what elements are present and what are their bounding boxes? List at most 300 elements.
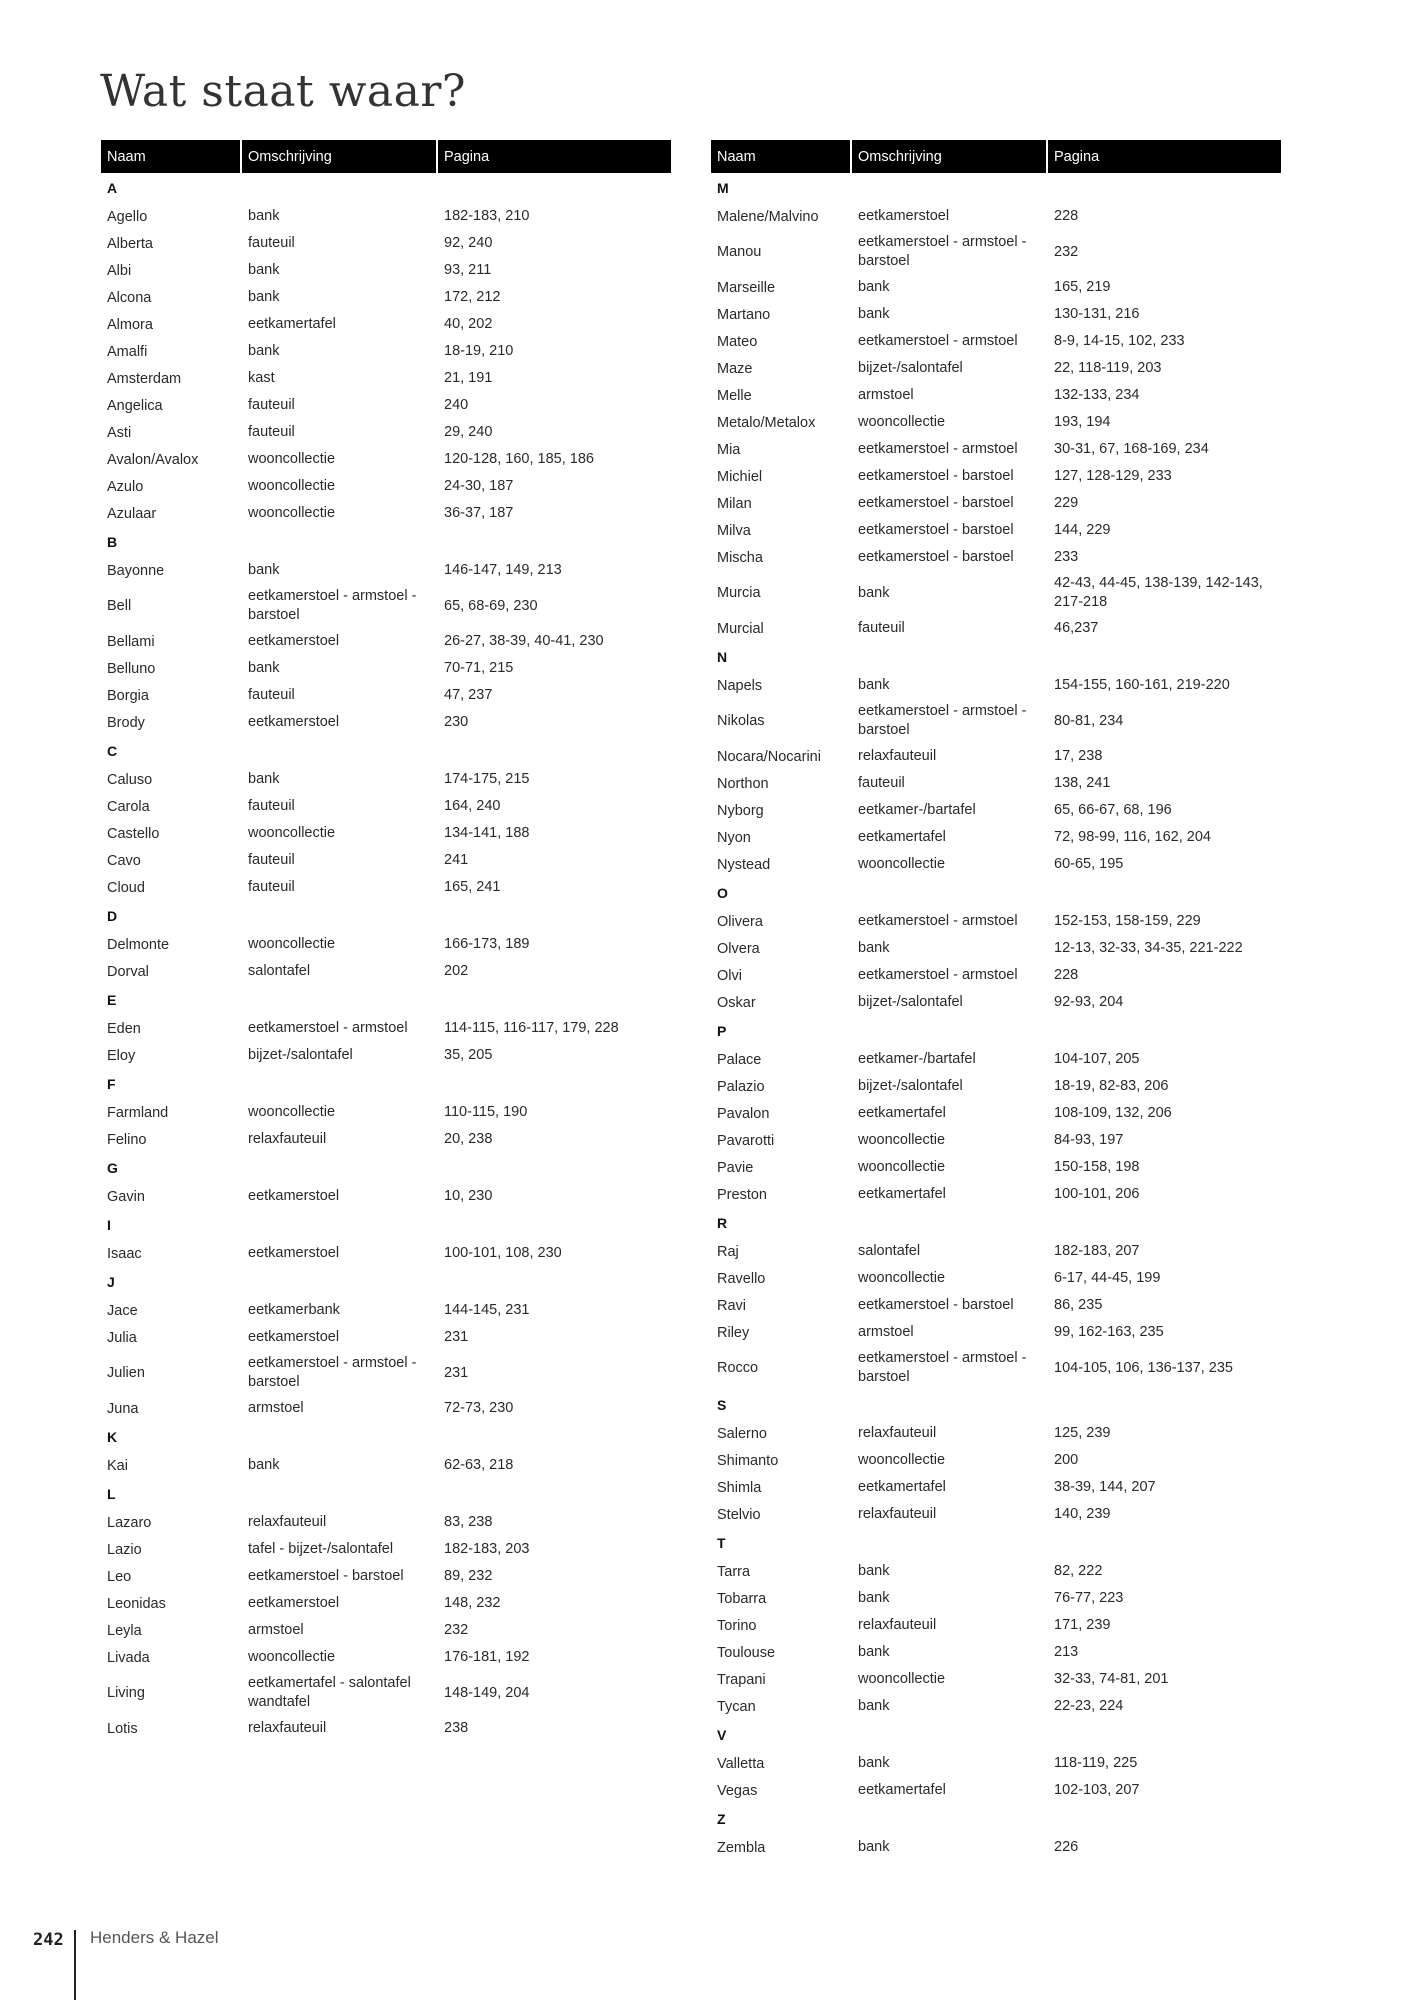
page-reference: 176-181, 192 — [444, 1649, 530, 1665]
product-name: Caluso — [107, 771, 153, 788]
product-description: wooncollectie — [858, 1270, 946, 1286]
page-reference: 229 — [1054, 495, 1079, 511]
product-name: Olivera — [717, 913, 763, 930]
product-name: Nikolas — [717, 713, 765, 729]
header-description: Omschrijving — [852, 140, 1048, 173]
page-reference: 102-103, 207 — [1054, 1782, 1140, 1798]
table-row — [711, 851, 1281, 878]
product-description: armstoel — [858, 387, 914, 403]
product-description: salontafel — [858, 1243, 921, 1259]
product-name: Toulouse — [717, 1644, 776, 1661]
table-row — [101, 1590, 671, 1617]
product-description: relaxfauteuil — [858, 1425, 937, 1441]
table-row — [711, 989, 1281, 1016]
page-reference: 213 — [1054, 1644, 1079, 1660]
page-reference: 47, 237 — [444, 687, 493, 703]
product-description: bank — [248, 562, 280, 578]
page-reference: 65, 66-67, 68, 196 — [1054, 802, 1172, 818]
table-row — [711, 770, 1281, 797]
page-reference: 8-9, 14-15, 102, 233 — [1054, 333, 1185, 349]
product-name: Carola — [107, 798, 150, 815]
product-name: Julien — [107, 1365, 145, 1381]
product-name: Farmland — [107, 1104, 169, 1121]
page-reference: 174-175, 215 — [444, 771, 530, 787]
page-reference: 83, 238 — [444, 1514, 493, 1530]
table-row — [711, 1639, 1281, 1666]
product-name: Bellami — [107, 633, 155, 650]
page-reference: 118-119, 225 — [1054, 1755, 1138, 1771]
product-name: Amalfi — [107, 343, 148, 360]
table-row — [101, 1715, 671, 1742]
page-reference: 30-31, 67, 168-169, 234 — [1054, 441, 1209, 457]
product-name: Bell — [107, 598, 132, 614]
page-reference: 140, 239 — [1054, 1506, 1111, 1522]
page-title: Wat staat waar? — [100, 66, 466, 117]
page-reference: 200 — [1054, 1452, 1079, 1468]
page-reference: 62-63, 218 — [444, 1457, 514, 1473]
page-reference: 144-145, 231 — [444, 1302, 530, 1318]
product-description: bijzet-/salontafel — [858, 360, 963, 376]
header-page: Pagina — [444, 148, 490, 165]
product-description: armstoel — [248, 1400, 304, 1416]
page-reference: 130-131, 216 — [1054, 306, 1140, 322]
product-description: bank — [858, 1644, 890, 1660]
table-header — [101, 140, 671, 173]
product-name: Manou — [717, 244, 762, 260]
table-row — [711, 1585, 1281, 1612]
section-letter: L — [107, 1486, 116, 1502]
page-reference: 20, 238 — [444, 1131, 493, 1147]
product-description: armstoel — [858, 1324, 914, 1340]
product-name: Lazio — [107, 1541, 142, 1558]
product-name: Preston — [717, 1186, 767, 1203]
section-letter: Z — [717, 1811, 726, 1827]
product-name: Shimla — [717, 1479, 762, 1496]
table-row — [101, 655, 671, 682]
table-row — [101, 958, 671, 985]
product-name: Martano — [717, 306, 771, 323]
page-reference: 120-128, 160, 185, 186 — [444, 451, 594, 467]
table-row — [101, 628, 671, 655]
product-description: bank — [248, 289, 280, 305]
product-description: eetkamerstoel — [858, 208, 950, 224]
product-name: Milva — [717, 522, 751, 539]
product-name: Lotis — [107, 1720, 138, 1737]
product-description: bank — [858, 677, 890, 693]
product-name: Leonidas — [107, 1595, 166, 1612]
table-row — [711, 797, 1281, 824]
table-row — [101, 1671, 671, 1715]
table-row — [101, 682, 671, 709]
table-row — [711, 962, 1281, 989]
product-description: fauteuil — [248, 235, 295, 251]
table-row — [101, 820, 671, 847]
product-name: Stelvio — [717, 1506, 761, 1523]
product-name: Delmonte — [107, 936, 170, 953]
product-description: bijzet-/salontafel — [858, 994, 963, 1010]
product-description: salontafel — [248, 963, 311, 979]
page-reference: 92-93, 204 — [1054, 994, 1124, 1010]
table-row — [711, 1834, 1281, 1861]
product-name: Salerno — [717, 1425, 767, 1442]
page-reference: 6-17, 44-45, 199 — [1054, 1270, 1161, 1286]
product-name: Ravello — [717, 1270, 766, 1287]
table-row — [711, 743, 1281, 770]
product-description: eetkamerstoel - armstoel - barstoel — [858, 703, 1027, 738]
table-row — [101, 1617, 671, 1644]
page-reference: 241 — [444, 852, 469, 868]
product-name: Julia — [107, 1329, 137, 1346]
product-description: eetkamerstoel - armstoel - barstoel — [858, 234, 1027, 269]
product-name: Olvi — [717, 967, 742, 984]
product-name: Leyla — [107, 1622, 142, 1639]
index-table-right — [711, 140, 1281, 1861]
product-name: Ravi — [717, 1297, 747, 1314]
product-description: bank — [858, 1590, 890, 1606]
table-row — [101, 793, 671, 820]
table-row — [101, 1452, 671, 1479]
page-reference: 100-101, 108, 230 — [444, 1245, 562, 1261]
product-description: wooncollectie — [248, 1104, 336, 1120]
table-body — [711, 173, 1281, 1861]
product-name: Alberta — [107, 235, 153, 252]
product-description: wooncollectie — [248, 505, 336, 521]
table-row — [101, 1126, 671, 1153]
product-description: fauteuil — [248, 424, 295, 440]
product-name: Vegas — [717, 1782, 758, 1799]
section-letter: T — [717, 1535, 726, 1551]
section-letter: P — [717, 1023, 727, 1039]
product-name: Pavalon — [717, 1105, 770, 1122]
product-description: eetkamerstoel - armstoel — [858, 913, 1018, 929]
product-description: eetkamertafel - salontafel wandtafel — [248, 1675, 411, 1710]
table-row — [711, 301, 1281, 328]
page-reference: 232 — [444, 1622, 469, 1638]
page-reference: 22, 118-119, 203 — [1054, 360, 1162, 376]
table-row — [711, 409, 1281, 436]
page-reference: 228 — [1054, 208, 1079, 224]
footer-brand: Henders & Hazel — [90, 1928, 219, 1947]
table-row — [101, 931, 671, 958]
page-reference: 100-101, 206 — [1054, 1186, 1140, 1202]
product-description: fauteuil — [858, 775, 905, 791]
product-description: wooncollectie — [858, 1452, 946, 1468]
page-reference: 60-65, 195 — [1054, 856, 1124, 872]
product-name: Cavo — [107, 852, 141, 869]
product-description: eetkamerstoel - armstoel - barstoel — [248, 588, 417, 623]
page-reference: 72-73, 230 — [444, 1400, 514, 1416]
product-name: Living — [107, 1685, 145, 1701]
header-page: Pagina — [1054, 148, 1100, 165]
table-row — [101, 365, 671, 392]
section-letter: V — [717, 1727, 727, 1743]
product-name: Dorval — [107, 963, 149, 980]
product-name: Melle — [717, 387, 752, 404]
table-row — [101, 500, 671, 527]
section-letter: A — [107, 180, 118, 196]
page-reference: 148-149, 204 — [444, 1684, 530, 1701]
table-row — [101, 874, 671, 901]
page-reference: 134-141, 188 — [444, 825, 530, 841]
table-row — [101, 1099, 671, 1126]
table-row — [711, 615, 1281, 642]
table-row — [711, 908, 1281, 935]
product-name: Leo — [107, 1568, 132, 1585]
product-description: wooncollectie — [858, 1671, 946, 1687]
product-name: Belluno — [107, 660, 156, 677]
table-row — [101, 1351, 671, 1395]
product-name: Eden — [107, 1020, 141, 1037]
product-description: wooncollectie — [248, 478, 336, 494]
product-description: bank — [248, 262, 280, 278]
product-name: Bayonne — [107, 562, 165, 579]
product-name: Asti — [107, 424, 132, 441]
table-row — [101, 1042, 671, 1069]
product-name: Michiel — [717, 468, 763, 485]
table-row — [711, 1346, 1281, 1390]
section-letter: E — [107, 992, 117, 1008]
table-row — [101, 1644, 671, 1671]
product-description: bank — [858, 306, 890, 322]
table-row — [711, 328, 1281, 355]
product-description: wooncollectie — [858, 1132, 946, 1148]
product-description: wooncollectie — [248, 825, 336, 841]
product-description: eetkamerstoel - armstoel - barstoel — [248, 1355, 417, 1390]
product-description: fauteuil — [248, 879, 295, 895]
table-body — [101, 173, 671, 1742]
page-number: 242 — [33, 1930, 64, 1950]
product-description: wooncollectie — [858, 1159, 946, 1175]
product-description: bank — [858, 1755, 890, 1771]
table-row — [101, 1509, 671, 1536]
page-reference: 125, 239 — [1054, 1425, 1111, 1441]
product-description: fauteuil — [248, 852, 295, 868]
product-name: Felino — [107, 1131, 147, 1148]
table-row — [711, 1474, 1281, 1501]
page-reference: 104-105, 106, 136-137, 235 — [1054, 1359, 1233, 1376]
page-reference: 17, 238 — [1054, 748, 1103, 764]
product-description: eetkamerstoel — [248, 1245, 340, 1261]
table-row — [101, 584, 671, 628]
page-reference: 46,237 — [1054, 620, 1099, 636]
table-row — [101, 419, 671, 446]
product-name: Nystead — [717, 856, 771, 873]
product-description: eetkamerstoel - barstoel — [858, 522, 1014, 538]
page-reference: 89, 232 — [444, 1568, 493, 1584]
table-row — [711, 544, 1281, 571]
table-row — [711, 1420, 1281, 1447]
page-reference: 104-107, 205 — [1054, 1051, 1140, 1067]
page-reference: 233 — [1054, 549, 1079, 565]
product-description: relaxfauteuil — [248, 1514, 327, 1530]
product-name: Eloy — [107, 1047, 136, 1064]
table-row — [101, 1395, 671, 1422]
footer-divider — [74, 1930, 76, 2000]
table-row — [711, 1292, 1281, 1319]
table-row — [711, 436, 1281, 463]
page-reference: 238 — [444, 1720, 469, 1736]
page-reference: 164, 240 — [444, 798, 501, 814]
page-reference: 21, 191 — [444, 370, 493, 386]
product-description: eetkamerstoel - armstoel — [858, 441, 1018, 457]
table-row — [711, 699, 1281, 743]
page-reference: 42-43, 44-45, 138-139, 142-143, 217-218 — [1054, 575, 1263, 610]
product-description: eetkamerstoel — [248, 714, 340, 730]
table-row — [711, 230, 1281, 274]
header-description: Omschrijving — [242, 140, 438, 173]
product-name: Palace — [717, 1051, 762, 1068]
product-name: Malene/Malvino — [717, 208, 819, 225]
product-description: kast — [248, 370, 275, 386]
product-name: Riley — [717, 1324, 750, 1341]
product-name: Juna — [107, 1400, 139, 1417]
page-reference: 114-115, 116-117, 179, 228 — [444, 1020, 619, 1036]
product-name: Nyon — [717, 829, 751, 846]
table-row — [711, 355, 1281, 382]
product-name: Azulo — [107, 478, 144, 495]
product-name: Castello — [107, 825, 160, 842]
page-reference: 10, 230 — [444, 1188, 493, 1204]
product-description: bank — [248, 1457, 280, 1473]
page-reference: 228 — [1054, 967, 1079, 983]
page-reference: 65, 68-69, 230 — [444, 597, 538, 614]
table-row — [101, 338, 671, 365]
product-name: Milan — [717, 495, 752, 512]
table-row — [711, 1666, 1281, 1693]
table-row — [711, 463, 1281, 490]
table-row — [711, 1558, 1281, 1585]
table-row — [101, 392, 671, 419]
page-reference: 165, 219 — [1054, 279, 1111, 295]
page-reference: 138, 241 — [1054, 775, 1111, 791]
product-name: Palazio — [717, 1078, 765, 1095]
page-reference: 26-27, 38-39, 40-41, 230 — [444, 633, 604, 649]
product-name: Mia — [717, 441, 741, 458]
page-reference: 182-183, 207 — [1054, 1243, 1140, 1259]
product-name: Albi — [107, 262, 132, 279]
section-letter: I — [107, 1217, 111, 1233]
product-description: eetkamerstoel - armstoel - barstoel — [858, 1350, 1027, 1385]
table-row — [101, 847, 671, 874]
product-description: bank — [248, 660, 280, 676]
product-description: bank — [858, 940, 890, 956]
page-reference: 150-158, 198 — [1054, 1159, 1140, 1175]
page-reference: 132-133, 234 — [1054, 387, 1140, 403]
page-reference: 18-19, 210 — [444, 343, 514, 359]
product-name: Pavarotti — [717, 1132, 775, 1149]
product-name: Northon — [717, 775, 769, 792]
table-row — [711, 1100, 1281, 1127]
section-letter: F — [107, 1076, 116, 1092]
product-name: Tobarra — [717, 1590, 767, 1607]
table-row — [711, 274, 1281, 301]
page-reference: 70-71, 215 — [444, 660, 514, 676]
product-description: eetkamerstoel - armstoel — [858, 333, 1018, 349]
table-row — [711, 672, 1281, 699]
page-reference: 171, 239 — [1054, 1617, 1111, 1633]
page-reference: 232 — [1054, 243, 1079, 260]
table-row — [101, 1563, 671, 1590]
page-reference: 108-109, 132, 206 — [1054, 1105, 1172, 1121]
index-table-left — [101, 140, 671, 1742]
table-row — [711, 1265, 1281, 1292]
section-letter: N — [717, 649, 728, 665]
product-description: bank — [858, 1698, 890, 1714]
page-reference: 80-81, 234 — [1054, 712, 1124, 729]
header-name: Naam — [101, 140, 242, 173]
product-name: Nocara/Nocarini — [717, 748, 821, 765]
product-description: relaxfauteuil — [858, 1617, 937, 1633]
product-name: Lazaro — [107, 1514, 152, 1531]
page-reference: 24-30, 187 — [444, 478, 514, 494]
product-name: Murcia — [717, 585, 761, 601]
section-letter: D — [107, 908, 118, 924]
table-row — [711, 1777, 1281, 1804]
page-reference: 226 — [1054, 1839, 1079, 1855]
product-name: Angelica — [107, 397, 163, 414]
product-description: eetkamerstoel — [248, 633, 340, 649]
product-description: eetkamer-/bartafel — [858, 1051, 976, 1067]
product-description: eetkamertafel — [248, 316, 336, 332]
table-row — [101, 1297, 671, 1324]
product-name: Marseille — [717, 279, 776, 296]
product-description: eetkamertafel — [858, 1479, 946, 1495]
page-reference: 84-93, 197 — [1054, 1132, 1124, 1148]
table-row — [101, 557, 671, 584]
product-description: fauteuil — [248, 798, 295, 814]
page-reference: 230 — [444, 714, 469, 730]
product-name: Olvera — [717, 940, 760, 957]
table-row — [101, 1240, 671, 1267]
product-description: fauteuil — [248, 687, 295, 703]
page-reference: 82, 222 — [1054, 1563, 1103, 1579]
page-reference: 127, 128-129, 233 — [1054, 468, 1172, 484]
page-reference: 86, 235 — [1054, 1297, 1103, 1313]
product-description: wooncollectie — [858, 414, 946, 430]
product-description: wooncollectie — [248, 451, 336, 467]
page-reference: 22-23, 224 — [1054, 1698, 1124, 1714]
page-reference: 32-33, 74-81, 201 — [1054, 1671, 1169, 1687]
page-reference: 99, 162-163, 235 — [1054, 1324, 1164, 1340]
product-description: eetkamerstoel - armstoel — [248, 1020, 408, 1036]
product-description: eetkamerstoel - barstoel — [858, 468, 1014, 484]
table-row — [711, 571, 1281, 615]
product-description: relaxfauteuil — [248, 1131, 327, 1147]
product-description: eetkamer-/bartafel — [858, 802, 976, 818]
table-row — [101, 1183, 671, 1210]
page-reference: 172, 212 — [444, 289, 501, 305]
product-name: Napels — [717, 677, 763, 694]
header-name: Naam — [711, 140, 852, 173]
product-description: bank — [248, 771, 280, 787]
product-description: bijzet-/salontafel — [248, 1047, 353, 1063]
product-description: bank — [248, 208, 280, 224]
table-row — [711, 517, 1281, 544]
product-description: bank — [858, 1563, 890, 1579]
product-name: Gavin — [107, 1188, 145, 1205]
product-name: Borgia — [107, 687, 149, 704]
table-row — [101, 311, 671, 338]
table-row — [711, 382, 1281, 409]
page-reference: 18-19, 82-83, 206 — [1054, 1078, 1169, 1094]
table-row — [711, 1693, 1281, 1720]
product-name: Jace — [107, 1302, 138, 1319]
product-name: Azulaar — [107, 505, 157, 522]
page-reference: 40, 202 — [444, 316, 493, 332]
product-description: eetkamerstoel — [248, 1329, 340, 1345]
table-row — [711, 1154, 1281, 1181]
product-name: Mischa — [717, 549, 763, 566]
